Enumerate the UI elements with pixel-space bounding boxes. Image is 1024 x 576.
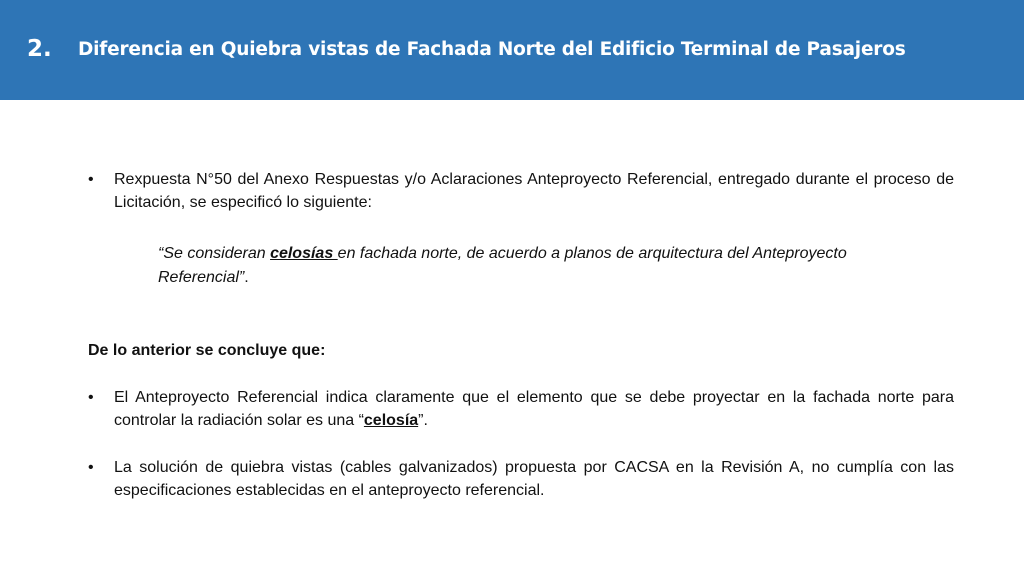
bullet-item-conclusion-2	[88, 456, 954, 502]
section-number: 2.	[27, 36, 52, 62]
quote-text-before: “Se consideran	[158, 245, 271, 262]
quote-text-after: en fachada norte, de acuerdo a planos de arquitectura del Anteproyecto Referencial”	[158, 245, 847, 286]
quote-keyword: celosías	[270, 245, 338, 262]
bullet-text-before: El Anteproyecto Referencial indica claramente que el elemento que se debe proyectar en la fachada norte para controlar la radiación solar es una “	[114, 389, 954, 429]
bullet-item-response	[88, 168, 954, 214]
bullet-text	[114, 386, 954, 432]
bullet-text-after: ”.	[418, 412, 428, 429]
title-bar	[0, 0, 1024, 100]
quote-block	[158, 242, 898, 290]
bullet-text: Rexpuesta N°50 del Anexo Respuestas y/o Aclaraciones Anteproyecto Referencial, entregado durante el proceso de Licitación, se especificó lo siguiente:	[114, 171, 954, 211]
bullet-text: La solución de quiebra vistas (cables galvanizados) propuesta por CACSA en la Revisión A, no cumplía con las especificaciones establecidas en el anteproyecto referencial.	[114, 459, 954, 499]
quote-end: .	[244, 269, 249, 286]
bullet-keyword: celosía	[363, 412, 419, 429]
bullet-marker: •	[88, 459, 94, 476]
bullet-item-conclusion-1	[88, 386, 954, 432]
conclusion-heading: De lo anterior se concluye que:	[88, 342, 326, 359]
bullet-marker: •	[88, 389, 94, 406]
slide-title: Diferencia en Quiebra vistas de Fachada Norte del Edificio Terminal de Pasajeros	[78, 39, 906, 60]
bullet-marker: •	[88, 171, 94, 188]
